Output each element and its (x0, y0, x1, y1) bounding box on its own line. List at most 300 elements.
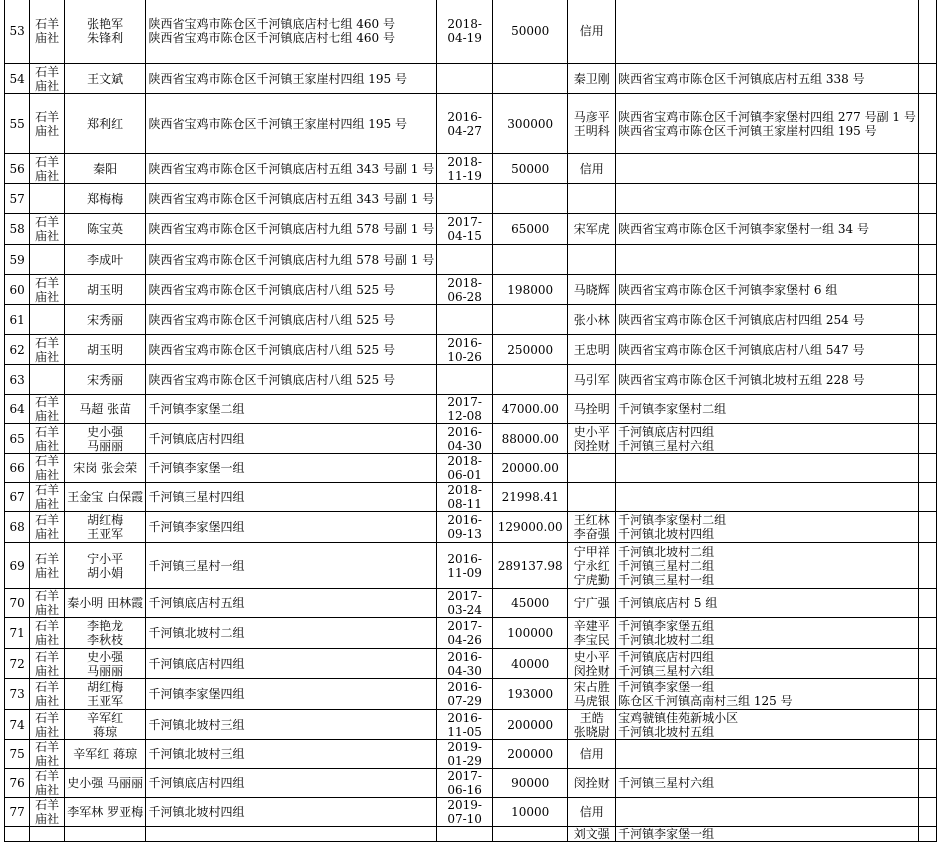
blank-cell (918, 740, 936, 769)
address-cell-line: 陕西省宝鸡市陈仓区千河镇底店村五组 343 号副 1 号 (148, 191, 435, 206)
date-cell: 2018-06-28 (437, 275, 493, 305)
branch-cell: 石羊庙社 (30, 679, 65, 710)
blank-cell (918, 543, 936, 589)
address-cell-line: 千河镇李家堡一组 (148, 461, 245, 475)
date-cell: 2017-12-08 (437, 395, 493, 424)
date-cell: 2018-08-11 (437, 483, 493, 512)
blank-cell (918, 395, 936, 424)
guarantor-address-cell (616, 679, 919, 710)
blank-cell (918, 424, 936, 454)
guarantor-address-cell-line: 千河镇李家堡五组 (618, 619, 715, 633)
guarantor-cell-line: 信用 (579, 161, 604, 176)
address-cell (146, 305, 437, 335)
date-cell: 2018-11-19 (437, 154, 493, 184)
guarantor-cell-line: 李宝民 (573, 633, 610, 647)
borrower-cell (64, 483, 146, 512)
guarantor-address-cell-line: 千河镇北坡村四组 (618, 527, 715, 541)
row-number: 74 (5, 710, 30, 740)
borrower-cell (64, 589, 146, 618)
address-cell-line: 陕西省宝鸡市陈仓区千河镇王家崖村四组 195 号 (148, 71, 407, 86)
borrower-cell-line: 王亚军 (87, 527, 124, 541)
address-cell-line: 千河镇底店村四组 (148, 656, 245, 671)
borrower-cell-line: 蒋琼 (93, 724, 118, 739)
guarantor-address-cell (616, 512, 919, 543)
guarantor-cell-line: 宁广强 (573, 596, 610, 610)
branch-cell: 石羊庙社 (30, 512, 65, 543)
amount-cell: 10000 (493, 798, 568, 827)
amount-cell (493, 245, 568, 275)
address-cell (146, 589, 437, 618)
borrower-cell (64, 365, 146, 395)
guarantor-address-cell-line: 陕西省宝鸡市陈仓区千河镇底店村五组 338 号 (618, 71, 865, 86)
date-cell: 2017-03-24 (437, 589, 493, 618)
address-cell-line: 千河镇三星村一组 (148, 558, 245, 573)
blank-cell (918, 710, 936, 740)
guarantor-cell (568, 740, 616, 769)
row-number: 57 (5, 184, 30, 214)
table-row (5, 454, 937, 483)
guarantor-cell (568, 94, 616, 154)
branch-cell (30, 365, 65, 395)
address-cell-line: 千河镇底店村四组 (148, 431, 245, 446)
date-cell: 2016-11-05 (437, 710, 493, 740)
guarantor-address-cell (616, 154, 919, 184)
date-cell (437, 64, 493, 94)
borrower-cell-line: 马丽丽 (87, 438, 124, 453)
address-cell-line: 陕西省宝鸡市陈仓区千河镇底店村七组 460 号 (148, 17, 395, 31)
borrower-cell (64, 94, 146, 154)
guarantor-cell (568, 710, 616, 740)
address-cell-line: 陕西省宝鸡市陈仓区千河镇底店村七组 460 号 (148, 31, 395, 45)
row-number: 72 (5, 649, 30, 679)
guarantor-cell-line: 马彦平 (573, 109, 610, 124)
address-cell-line: 千河镇李家堡四组 (148, 687, 245, 701)
guarantor-address-cell-line: 陕西省宝鸡市陈仓区千河镇王家崖村四组 195 号 (618, 123, 877, 138)
guarantor-cell-line: 信用 (579, 805, 604, 819)
date-cell: 2018-06-01 (437, 454, 493, 483)
guarantor-cell-line: 马拴明 (573, 402, 610, 416)
guarantor-cell-line: 李奋强 (573, 527, 610, 541)
amount-cell: 45000 (493, 589, 568, 618)
guarantor-cell-line: 刘文强 (573, 827, 610, 841)
amount-cell: 20000.00 (493, 454, 568, 483)
guarantor-address-cell (616, 395, 919, 424)
blank-cell (918, 214, 936, 245)
table-row (5, 94, 937, 154)
borrower-cell (64, 395, 146, 424)
blank-cell (918, 589, 936, 618)
guarantor-cell (568, 649, 616, 679)
address-cell (146, 512, 437, 543)
amount-cell: 198000 (493, 275, 568, 305)
borrower-cell-line: 辛军红 (87, 710, 124, 725)
address-cell-line: 千河镇北坡村三组 (148, 717, 245, 732)
borrower-cell-line: 宋秀丽 (87, 312, 124, 327)
amount-cell: 65000 (493, 214, 568, 245)
row-number: 68 (5, 512, 30, 543)
guarantor-address-cell-line: 千河镇北坡村二组 (618, 544, 715, 559)
guarantor-cell (568, 154, 616, 184)
address-cell (146, 94, 437, 154)
address-cell (146, 679, 437, 710)
date-cell: 2017-04-26 (437, 618, 493, 649)
borrower-cell-line: 马超 张苗 (79, 402, 132, 416)
amount-cell (493, 184, 568, 214)
address-cell-line: 陕西省宝鸡市陈仓区千河镇底店村八组 525 号 (148, 282, 395, 297)
borrower-cell (64, 424, 146, 454)
address-cell-line: 千河镇三星村四组 (148, 490, 245, 504)
address-cell-line: 陕西省宝鸡市陈仓区千河镇底店村八组 525 号 (148, 372, 395, 387)
row-number: 56 (5, 154, 30, 184)
blank-cell (918, 335, 936, 365)
guarantor-cell (568, 245, 616, 275)
guarantor-address-cell (616, 245, 919, 275)
guarantor-address-cell (616, 64, 919, 94)
branch-cell: 石羊庙社 (30, 740, 65, 769)
amount-cell (493, 827, 568, 842)
address-cell-line: 千河镇北坡村二组 (148, 626, 245, 640)
guarantor-cell-line: 王明科 (573, 123, 610, 138)
table-row (5, 275, 937, 305)
guarantor-address-cell-line: 千河镇北坡村二组 (618, 633, 715, 647)
amount-cell: 40000 (493, 649, 568, 679)
row-number: 75 (5, 740, 30, 769)
table-row (5, 798, 937, 827)
amount-cell: 88000.00 (493, 424, 568, 454)
date-cell: 2017-06-16 (437, 769, 493, 798)
row-number: 73 (5, 679, 30, 710)
blank-cell (918, 483, 936, 512)
date-cell: 2016-09-13 (437, 512, 493, 543)
address-cell-line: 陕西省宝鸡市陈仓区千河镇底店村八组 525 号 (148, 342, 395, 357)
branch-cell (30, 184, 65, 214)
guarantor-cell (568, 454, 616, 483)
blank-cell (918, 184, 936, 214)
borrower-cell (64, 618, 146, 649)
guarantor-address-cell-line: 陕西省宝鸡市陈仓区千河镇底店村四组 254 号 (618, 312, 865, 327)
guarantor-address-cell-line: 千河镇三星村二组 (618, 558, 715, 573)
address-cell-line: 千河镇李家堡二组 (148, 402, 245, 416)
amount-cell (493, 305, 568, 335)
branch-cell: 石羊庙社 (30, 710, 65, 740)
branch-cell: 石羊庙社 (30, 64, 65, 94)
address-cell (146, 827, 437, 842)
guarantor-address-cell (616, 214, 919, 245)
address-cell (146, 395, 437, 424)
row-number: 59 (5, 245, 30, 275)
blank-cell (918, 154, 936, 184)
borrower-cell (64, 305, 146, 335)
table-row (5, 245, 937, 275)
branch-cell: 石羊庙社 (30, 483, 65, 512)
address-cell-line: 陕西省宝鸡市陈仓区千河镇底店村九组 578 号副 1 号 (148, 222, 435, 236)
guarantor-cell (568, 335, 616, 365)
table-row (5, 0, 937, 64)
address-cell (146, 64, 437, 94)
borrower-cell-line: 秦阳 (93, 161, 118, 176)
address-cell-line: 陕西省宝鸡市陈仓区千河镇底店村八组 525 号 (148, 312, 395, 327)
blank-cell (918, 64, 936, 94)
date-cell: 2016-04-30 (437, 649, 493, 679)
date-cell: 2017-04-15 (437, 214, 493, 245)
row-number: 61 (5, 305, 30, 335)
borrower-cell (64, 454, 146, 483)
guarantor-address-cell (616, 798, 919, 827)
table-row (5, 335, 937, 365)
address-cell (146, 454, 437, 483)
amount-cell: 47000.00 (493, 395, 568, 424)
borrower-cell (64, 740, 146, 769)
table-row (5, 214, 937, 245)
address-cell-line: 陕西省宝鸡市陈仓区千河镇底店村九组 578 号副 1 号 (148, 252, 435, 267)
table-row (5, 679, 937, 710)
branch-cell: 石羊庙社 (30, 798, 65, 827)
guarantor-address-cell (616, 335, 919, 365)
guarantor-cell (568, 424, 616, 454)
amount-cell: 200000 (493, 740, 568, 769)
table-row (5, 769, 937, 798)
guarantor-address-cell-line: 千河镇底店村四组 (618, 424, 715, 439)
date-cell: 2016-11-09 (437, 543, 493, 589)
borrower-cell (64, 184, 146, 214)
guarantor-cell-line: 宋占胜 (573, 680, 610, 694)
date-cell: 2016-04-30 (437, 424, 493, 454)
branch-cell: 石羊庙社 (30, 769, 65, 798)
row-number: 63 (5, 365, 30, 395)
address-cell (146, 769, 437, 798)
date-cell: 2016-07-29 (437, 679, 493, 710)
row-number (5, 827, 30, 842)
guarantor-address-cell (616, 740, 919, 769)
blank-cell (918, 512, 936, 543)
guarantor-address-cell (616, 365, 919, 395)
guarantor-address-cell-line: 千河镇底店村 5 组 (618, 596, 718, 610)
borrower-cell (64, 710, 146, 740)
branch-cell: 石羊庙社 (30, 0, 65, 64)
amount-cell: 250000 (493, 335, 568, 365)
address-cell (146, 184, 437, 214)
borrower-cell-line: 辛军红 蒋琼 (73, 747, 138, 761)
amount-cell: 21998.41 (493, 483, 568, 512)
branch-cell: 石羊庙社 (30, 424, 65, 454)
guarantor-address-cell (616, 424, 919, 454)
guarantor-address-cell (616, 94, 919, 154)
address-cell (146, 798, 437, 827)
borrower-cell (64, 827, 146, 842)
guarantor-address-cell-line: 千河镇三星村六组 (618, 438, 715, 453)
row-number: 53 (5, 0, 30, 64)
guarantor-address-cell-line: 千河镇李家堡村二组 (618, 402, 727, 416)
date-cell (437, 827, 493, 842)
guarantor-address-cell-line: 陕西省宝鸡市陈仓区千河镇北坡村五组 228 号 (618, 372, 865, 387)
guarantor-cell-line: 信用 (579, 747, 604, 761)
amount-cell (493, 365, 568, 395)
borrower-cell-line: 李成叶 (87, 252, 124, 267)
borrower-cell-line: 宁小平 (87, 551, 124, 566)
guarantor-cell-line: 宁永红 (573, 558, 610, 573)
date-cell (437, 245, 493, 275)
guarantor-cell (568, 798, 616, 827)
address-cell (146, 710, 437, 740)
amount-cell (493, 64, 568, 94)
guarantor-address-cell (616, 827, 919, 842)
borrower-cell (64, 543, 146, 589)
blank-cell (918, 798, 936, 827)
guarantor-address-cell-line: 千河镇李家堡一组 (618, 680, 715, 694)
guarantor-cell (568, 305, 616, 335)
guarantor-address-cell (616, 305, 919, 335)
date-cell: 2018-04-19 (437, 0, 493, 64)
guarantor-address-cell (616, 589, 919, 618)
address-cell-line: 千河镇底店村五组 (148, 596, 245, 610)
guarantor-cell-line: 宋军虎 (573, 222, 610, 236)
guarantor-cell (568, 679, 616, 710)
date-cell (437, 305, 493, 335)
row-number: 55 (5, 94, 30, 154)
blank-cell (918, 275, 936, 305)
guarantor-address-cell-line: 陕西省宝鸡市陈仓区千河镇李家堡村一组 34 号 (618, 222, 869, 236)
amount-cell: 200000 (493, 710, 568, 740)
guarantor-address-cell-line: 千河镇三星村六组 (618, 663, 715, 678)
blank-cell (918, 679, 936, 710)
borrower-cell-line: 朱锋利 (87, 31, 124, 45)
borrower-cell (64, 798, 146, 827)
guarantor-address-cell (616, 618, 919, 649)
row-number: 64 (5, 395, 30, 424)
amount-cell: 129000.00 (493, 512, 568, 543)
address-cell (146, 740, 437, 769)
guarantor-cell (568, 589, 616, 618)
guarantor-address-cell-line: 千河镇李家堡一组 (618, 827, 715, 841)
branch-cell (30, 827, 65, 842)
amount-cell: 90000 (493, 769, 568, 798)
row-number: 69 (5, 543, 30, 589)
guarantor-cell (568, 365, 616, 395)
address-cell (146, 245, 437, 275)
date-cell (437, 365, 493, 395)
table-row (5, 395, 937, 424)
guarantor-address-cell (616, 454, 919, 483)
date-cell: 2019-01-29 (437, 740, 493, 769)
table-row (5, 154, 937, 184)
guarantor-address-cell (616, 0, 919, 64)
borrower-cell-line: 胡红梅 (87, 513, 124, 527)
blank-cell (918, 245, 936, 275)
guarantor-cell-line: 王皓 (579, 710, 604, 725)
guarantor-address-cell (616, 483, 919, 512)
address-cell (146, 483, 437, 512)
blank-cell (918, 827, 936, 842)
guarantor-cell-line: 闵拴财 (573, 776, 610, 790)
borrower-cell-line: 史小强 (87, 649, 124, 664)
borrower-cell-line: 王金宝 白保霞 (67, 490, 144, 504)
guarantor-cell-line: 史小平 (573, 649, 610, 664)
borrower-cell (64, 512, 146, 543)
borrower-cell-line: 胡玉明 (87, 282, 124, 297)
guarantor-cell (568, 184, 616, 214)
guarantor-address-cell-line: 千河镇底店村四组 (618, 649, 715, 664)
amount-cell: 100000 (493, 618, 568, 649)
guarantor-address-cell (616, 769, 919, 798)
guarantor-cell (568, 395, 616, 424)
address-cell-line: 陕西省宝鸡市陈仓区千河镇底店村五组 343 号副 1 号 (148, 161, 435, 176)
guarantor-cell-line: 马引军 (573, 372, 610, 387)
guarantor-address-cell-line: 陈仓区千河镇高南村三组 125 号 (618, 694, 793, 708)
table-row (5, 424, 937, 454)
borrower-cell (64, 769, 146, 798)
guarantor-address-cell-line: 陕西省宝鸡市陈仓区千河镇李家堡村四组 277 号副 1 号 (618, 109, 916, 124)
address-cell (146, 154, 437, 184)
row-number: 54 (5, 64, 30, 94)
guarantor-address-cell-line: 千河镇北坡村五组 (618, 724, 715, 739)
guarantor-address-cell (616, 649, 919, 679)
table-row (5, 512, 937, 543)
borrower-cell-line: 王文斌 (87, 71, 124, 86)
borrower-cell (64, 649, 146, 679)
guarantor-cell-line: 闵拴财 (573, 663, 610, 678)
row-number: 70 (5, 589, 30, 618)
guarantor-address-cell (616, 275, 919, 305)
branch-cell: 石羊庙社 (30, 154, 65, 184)
amount-cell: 193000 (493, 679, 568, 710)
table-row (5, 589, 937, 618)
table-row (5, 543, 937, 589)
branch-cell: 石羊庙社 (30, 649, 65, 679)
blank-cell (918, 94, 936, 154)
row-number: 71 (5, 618, 30, 649)
guarantor-cell (568, 769, 616, 798)
guarantor-address-cell-line: 千河镇三星村一组 (618, 572, 715, 587)
table-row (5, 827, 937, 842)
address-cell-line: 千河镇北坡村三组 (148, 747, 245, 761)
guarantor-cell (568, 543, 616, 589)
borrower-cell-line: 秦小明 田林霞 (67, 596, 144, 610)
borrower-cell-line: 胡玉明 (87, 342, 124, 357)
address-cell-line: 千河镇北坡村四组 (148, 805, 245, 819)
row-number: 66 (5, 454, 30, 483)
borrower-cell-line: 陈宝英 (87, 222, 124, 236)
guarantor-cell-line: 史小平 (573, 424, 610, 439)
borrower-cell-line: 史小强 (87, 424, 124, 439)
guarantor-address-cell-line: 千河镇三星村六组 (618, 776, 715, 790)
borrower-cell-line: 郑梅梅 (87, 191, 124, 206)
blank-cell (918, 618, 936, 649)
table-row (5, 184, 937, 214)
table-row (5, 618, 937, 649)
guarantor-cell-line: 闵拴财 (573, 438, 610, 453)
guarantor-cell (568, 512, 616, 543)
address-cell (146, 424, 437, 454)
table-row (5, 64, 937, 94)
address-cell-line: 千河镇李家堡四组 (148, 520, 245, 534)
date-cell (437, 184, 493, 214)
guarantor-address-cell (616, 184, 919, 214)
date-cell: 2019-07-10 (437, 798, 493, 827)
guarantor-address-cell (616, 710, 919, 740)
amount-cell: 50000 (493, 154, 568, 184)
branch-cell: 石羊庙社 (30, 543, 65, 589)
guarantor-cell-line: 王忠明 (573, 342, 610, 357)
borrower-cell-line: 张艳军 (87, 17, 124, 31)
borrower-cell (64, 245, 146, 275)
borrower-cell-line: 李军林 罗亚梅 (67, 805, 144, 819)
guarantor-address-cell-line: 宝鸡虢镇佳苑新城小区 (618, 710, 739, 725)
blank-cell (918, 305, 936, 335)
row-number: 60 (5, 275, 30, 305)
table-row (5, 305, 937, 335)
row-number: 62 (5, 335, 30, 365)
borrower-cell-line: 胡小娟 (87, 565, 124, 580)
